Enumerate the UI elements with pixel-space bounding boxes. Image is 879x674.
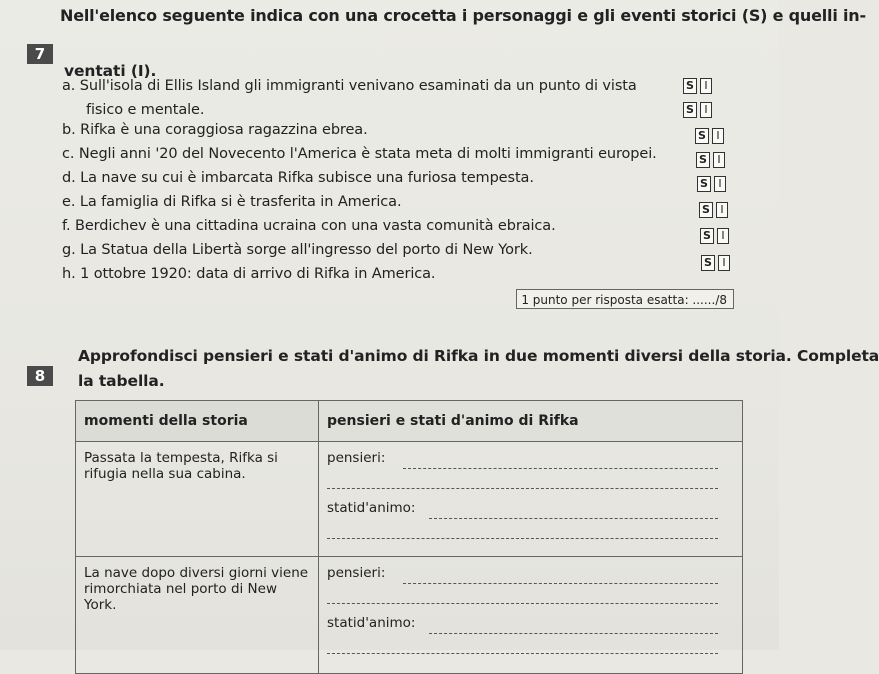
exercise8-instruction-line2: la tabella. xyxy=(78,372,165,390)
header-thoughts: pensieri e stati d'animo di Rifka xyxy=(319,401,743,442)
item-b-s-checkbox[interactable]: S xyxy=(683,102,697,118)
exercise8-number: 8 xyxy=(27,366,53,386)
item-e-s-checkbox[interactable]: S xyxy=(697,176,711,192)
item-f: f. Berdichev è una cittadina ucraina con una vasta comunità ebraica. xyxy=(62,218,556,234)
item-g: g. La Statua della Libertà sorge all'ingresso del porto di New York. xyxy=(62,242,533,258)
thoughts-label-2: pensieri: xyxy=(327,565,386,581)
mood-label-2: statid'animo: xyxy=(327,615,416,631)
table-row xyxy=(76,442,743,557)
mood-line-1a[interactable] xyxy=(429,518,718,519)
item-a-s-checkbox[interactable]: S xyxy=(683,78,697,94)
item-f-s-checkbox[interactable]: S xyxy=(699,202,713,218)
item-h: h. 1 ottobre 1920: data di arrivo di Rifka in America. xyxy=(62,266,436,282)
score-box: 1 punto per risposta esatta: ....../8 xyxy=(516,289,734,309)
mood-line-2a[interactable] xyxy=(429,633,718,634)
exercise7-number: 7 xyxy=(27,44,53,64)
item-b-i-checkbox[interactable]: I xyxy=(700,102,712,118)
exercise7-instruction: Nell'elenco seguente indica con una crocetta i personaggi e gli eventi storici (S) e quelli in- xyxy=(60,6,866,25)
item-d-s-checkbox[interactable]: S xyxy=(696,152,710,168)
response-cell-2 xyxy=(319,557,743,674)
thoughts-line-2a[interactable] xyxy=(403,583,718,584)
item-a-i-checkbox[interactable]: I xyxy=(700,78,712,94)
item-e: e. La famiglia di Rifka si è trasferita in America. xyxy=(62,194,402,210)
mood-line-2b[interactable] xyxy=(327,653,718,654)
exercise7-instruction-continuation: ventati (I). xyxy=(64,62,157,80)
item-g-s-checkbox[interactable]: S xyxy=(700,228,714,244)
mood-label-1: statid'animo: xyxy=(327,500,416,516)
moment-cell-2: La nave dopo diversi giorni viene rimorchiata nel porto di New York. xyxy=(76,557,319,674)
moment-cell-1: Passata la tempesta, Rifka si rifugia nella sua cabina. xyxy=(76,442,319,557)
answer-table xyxy=(75,400,743,674)
item-h-s-checkbox[interactable]: S xyxy=(701,255,715,271)
table-header-row xyxy=(76,401,743,442)
item-c-s-checkbox[interactable]: S xyxy=(695,128,709,144)
item-d-i-checkbox[interactable]: I xyxy=(713,152,725,168)
header-moments: momenti della storia xyxy=(76,401,319,442)
item-a-line1: a. Sull'isola di Ellis Island gli immigranti venivano esaminati da un punto di vista xyxy=(62,78,637,94)
item-h-i-checkbox[interactable]: I xyxy=(718,255,730,271)
item-f-i-checkbox[interactable]: I xyxy=(716,202,728,218)
table-row xyxy=(76,557,743,674)
thoughts-label-1: pensieri: xyxy=(327,450,386,466)
exercise8-instruction: Approfondisci pensieri e stati d'animo di Rifka in due momenti diversi della storia. Completa xyxy=(78,347,879,365)
item-a-line2: fisico e mentale. xyxy=(86,102,205,118)
thoughts-line-1a[interactable] xyxy=(403,468,718,469)
item-c: c. Negli anni '20 del Novecento l'America è stata meta di molti immigranti europei. xyxy=(62,146,657,162)
item-g-i-checkbox[interactable]: I xyxy=(717,228,729,244)
response-cell-1 xyxy=(319,442,743,557)
item-d: d. La nave su cui è imbarcata Rifka subisce una furiosa tempesta. xyxy=(62,170,534,186)
item-b: b. Rifka è una coraggiosa ragazzina ebrea. xyxy=(62,122,368,138)
mood-line-1b[interactable] xyxy=(327,538,718,539)
item-c-i-checkbox[interactable]: I xyxy=(712,128,724,144)
item-e-i-checkbox[interactable]: I xyxy=(714,176,726,192)
